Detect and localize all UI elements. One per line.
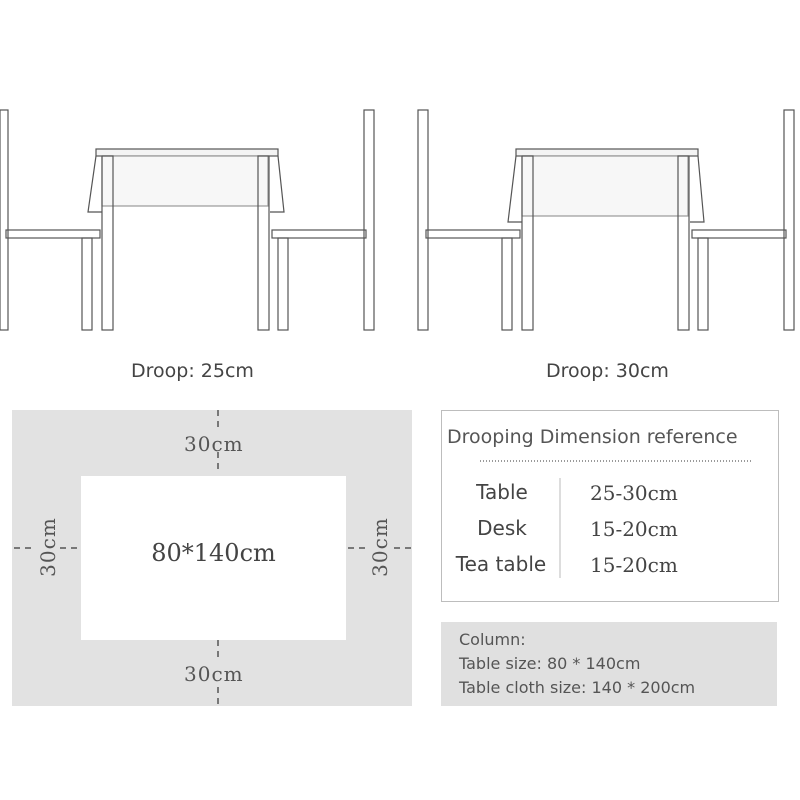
column-divider — [558, 478, 562, 582]
table-scene-30cm — [418, 110, 794, 330]
table-scene-25cm — [0, 110, 374, 330]
droop-label-30: Droop: 30cm — [546, 360, 669, 382]
droop-label-25: Droop: 25cm — [131, 360, 254, 382]
row-label-table: Table — [476, 480, 528, 504]
center-size-label: 80*140cm — [151, 539, 276, 567]
row-label-tea-table: Tea table — [455, 552, 547, 576]
dim-bottom: 30cm — [184, 662, 244, 686]
cloth-size-text: Table cloth size: 140 * 200cm — [459, 678, 696, 697]
dim-left: 30cm — [36, 517, 60, 577]
table-illustrations — [0, 0, 800, 350]
reference-title: Drooping Dimension reference — [447, 426, 738, 448]
row-value-table: 25-30cm — [590, 481, 678, 505]
row-value-tea-table: 15-20cm — [590, 553, 678, 577]
dim-top: 30cm — [184, 432, 244, 456]
column-heading: Column: — [459, 630, 526, 649]
row-value-desk: 15-20cm — [590, 517, 678, 541]
row-label-desk: Desk — [477, 516, 527, 540]
table-size-text: Table size: 80 * 140cm — [459, 654, 641, 673]
title-divider — [480, 458, 780, 464]
dim-right: 30cm — [368, 517, 392, 577]
